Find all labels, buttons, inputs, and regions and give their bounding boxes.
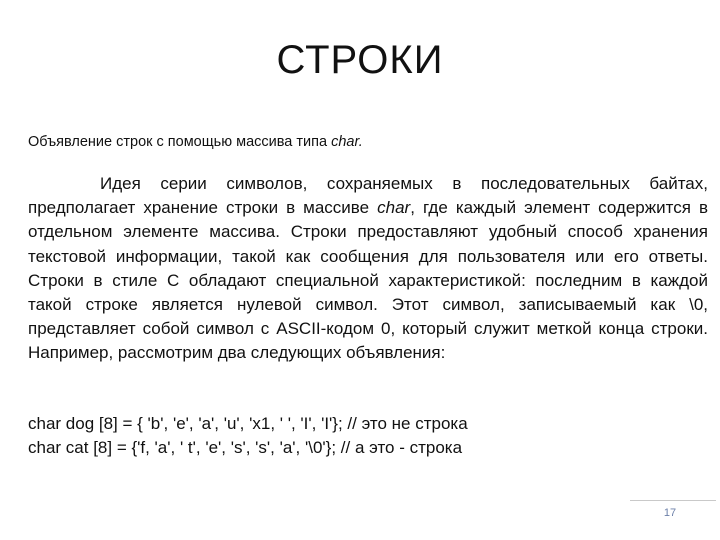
paragraph-emphasis: char bbox=[377, 198, 411, 218]
paragraph-text-end: , где каждый элемент содержится в отдельном элементе массива. Строки предоставляют удобный способ хранения текстовой информации, такой как сообщения для пользователя или его ответы. Строки в стиле С обладают специальной характеристикой: последним в каждой такой строке является нулевой символ. Этот символ, записываемый как \0, представляет собой символ с ASCII-кодом 0, который служит меткой конца строки. Например, рассмотрим два следующих объявления: bbox=[28, 198, 708, 363]
body-paragraph bbox=[28, 172, 708, 366]
subtitle-text: Объявление строк с помощью массива типа bbox=[28, 134, 332, 150]
paragraph-text-start: Идея серии символов, сохраняемых в последовательных байтах, предполагает хранение строки в массиве bbox=[28, 174, 708, 218]
page-number: 17 bbox=[663, 507, 677, 519]
code-line: char dog [8] = { 'b', 'e', 'a', 'u', 'x1, ' ', 'I', 'I'}; // это не строка bbox=[28, 414, 468, 433]
slide-title: СТРОКИ bbox=[276, 38, 444, 82]
slide-subtitle bbox=[28, 134, 363, 150]
footer-divider bbox=[630, 500, 716, 501]
code-block bbox=[28, 412, 468, 460]
code-line: char cat [8] = {'f, 'a', ' t', 'e', 's', 's', 'a', '\0'}; // а это - строка bbox=[28, 438, 463, 457]
subtitle-emphasis: char. bbox=[331, 134, 363, 150]
